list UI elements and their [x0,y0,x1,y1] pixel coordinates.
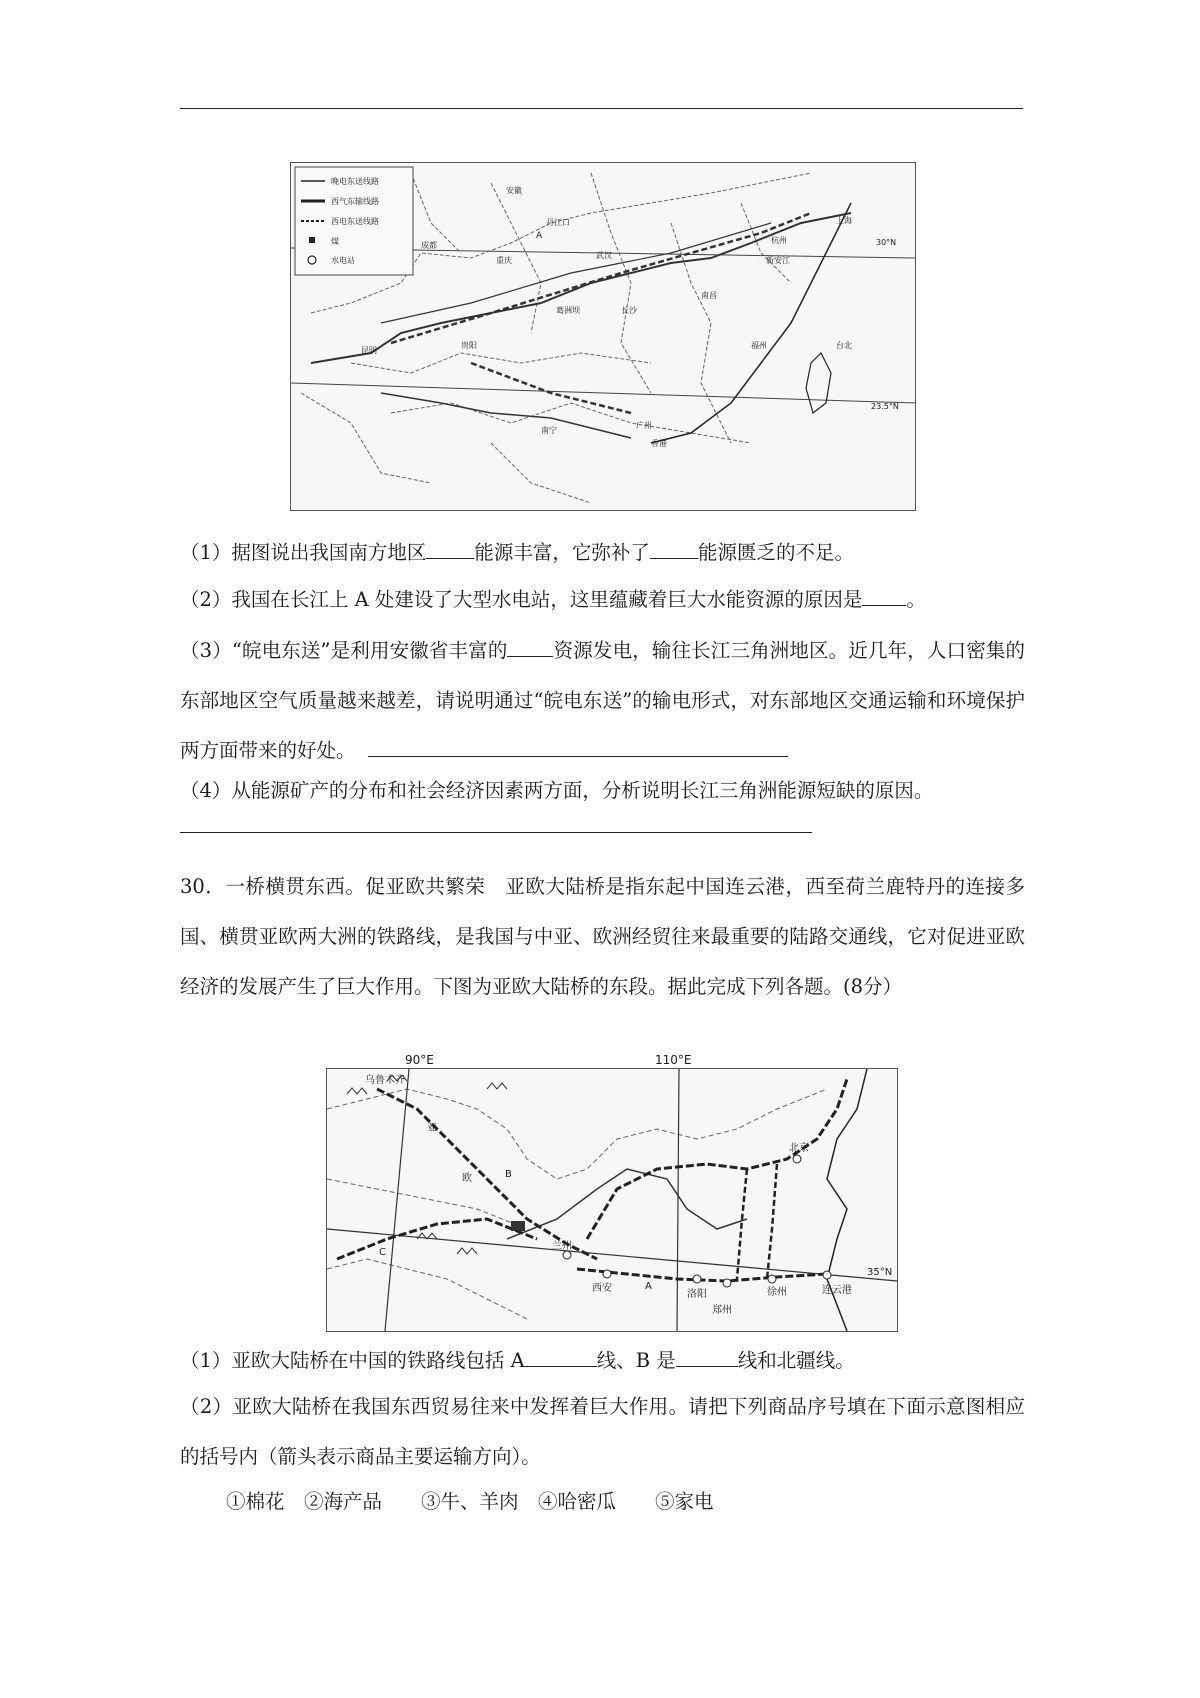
latitude-label: 23.5°N [871,402,899,411]
west-east-power-line-2 [471,363,631,413]
latitude-label: 30°N [876,238,897,247]
q29-p3-text-b: 资源发电，输往长江三角洲地区。近几年，人口密集的东部地区空气质量越来越差，请说明通过“皖电东送”的输电形式，对东部地区交通运输和环境保护两方面带来的好处。 [180,639,1025,762]
q29-p1-text-b: 能源丰富，它弥补了 [474,541,650,564]
land-bridge-map-svg [327,1069,897,1331]
place-label: 安徽 [506,186,522,195]
place-label: 成都 [421,241,437,250]
answer-blank-long[interactable] [180,832,812,833]
railway-north [587,1079,847,1239]
railway-ns [737,1164,777,1279]
route-label: 欧 [462,1173,472,1184]
place-label: 南昌 [701,291,717,300]
q29-p3-text-a: （3）“皖电东送”是利用安徽省丰富的 [180,639,508,662]
q29-part3 [180,626,1025,776]
place-label: 武汉 [596,251,612,260]
latitude-label: 35°N [867,1267,893,1278]
q30-p1-text-b: 线、B 是 [596,1349,676,1372]
longitude-90 [385,1069,409,1331]
longitude-label-110-outer: 110°E [655,1053,692,1067]
q29-p2-text-a: （2）我国在长江上 A 处建设了大型水电站，这里蕴藏着巨大水能资源的原因是 [180,588,863,611]
longitude-110 [677,1069,679,1331]
place-label: 丹江口 [546,218,570,227]
q30-p1-text-a: （1）亚欧大陆桥在中国的铁路线包括 A [180,1349,525,1372]
route-label: 亚 [427,1123,437,1134]
place-label: 洛阳 [687,1289,707,1300]
q30-part2: （2）亚欧大陆桥在我国东西贸易往来中发挥着巨大作用。请把下列商品序号填在下面示意图相应的括号内（箭头表示商品主要运输方向）。 [180,1395,1025,1468]
place-label: 长沙 [621,306,637,315]
answer-blank[interactable] [368,737,788,758]
legend-label: 煤 [331,237,339,246]
place-label: 西安 [592,1283,612,1294]
place-label: 广州 [636,421,652,430]
q30-intro: 30．一桥横贯东西。促亚欧共繁荣 亚欧大陆桥是指东起中国连云港，西至荷兰鹿特丹的连接多国、横贯亚欧两大洲的铁路线，是我国与中亚、欧洲经贸往来最重要的陆路交通线，它对促进亚欧经济的发展产生了巨大作用。下图为亚欧大陆桥的东段。据此完成下列各题。(8分） [180,875,1025,998]
q29-p1-text-a: （1）据图说出我国南方地区 [180,541,427,564]
header-rule [180,108,1023,109]
energy-map-svg [291,163,915,510]
legend-label: 水电站 [331,256,355,265]
place-label: 台北 [836,341,852,350]
legend-label: 西气东输线路 [331,197,379,206]
place-label: 上海 [836,216,852,225]
place-label: 新安江 [766,256,790,265]
place-label: 杭州 [771,236,787,245]
place-label: 郑州 [712,1305,732,1316]
q29-part4: （4）从能源矿产的分布和社会经济因素两方面，分析说明长江三角洲能源短缺的原因。 [180,779,934,802]
q30-p1-text-c: 线和北疆线。 [737,1349,855,1372]
west-east-power-line-1 [391,213,811,343]
q29-p1-text-c: 能源匮乏的不足。 [697,541,854,564]
yellow-river [507,1169,747,1239]
route-label: A [645,1281,652,1292]
place-label: 兰州 [552,1241,572,1252]
answer-blank[interactable] [676,1347,738,1368]
q30-items: ①棉花 ②海产品 ③牛、羊肉 ④哈密瓜 ⑤家电 [226,1490,714,1513]
place-label: 福州 [751,341,767,350]
answer-blank[interactable] [650,539,698,560]
place-label: 南宁 [541,426,557,435]
answer-blank[interactable] [507,637,553,658]
route-label: C [379,1247,386,1258]
route-label: B [505,1169,512,1180]
place-label: 香港 [651,439,667,448]
q30-part1 [180,1346,855,1376]
place-label: 贵阳 [461,341,477,350]
q29-part2 [180,585,926,615]
answer-blank[interactable] [426,539,474,560]
place-label: 昆明 [361,346,377,355]
q29-part1 [180,538,854,568]
answer-blank[interactable] [525,1347,597,1368]
land-bridge-map [326,1068,898,1332]
q29-p2-text-b: 。 [906,588,926,611]
energy-transmission-map [290,162,916,511]
place-label: 北京 [789,1143,809,1154]
place-label: 徐州 [767,1287,787,1298]
place-label: 重庆 [496,256,512,265]
place-label: 葛洲坝 [556,306,580,315]
taiwan-island [806,353,831,413]
place-label: 连云港 [822,1285,852,1296]
marker-a: A [536,231,543,241]
legend-label: 西电东送线路 [331,217,379,226]
place-label: 乌鲁木齐 [365,1075,405,1086]
pearl-river [381,393,631,438]
answer-blank[interactable] [862,586,906,607]
longitude-label-90-outer: 90°E [405,1053,434,1067]
legend-label: 晚电东送线路 [331,177,379,186]
